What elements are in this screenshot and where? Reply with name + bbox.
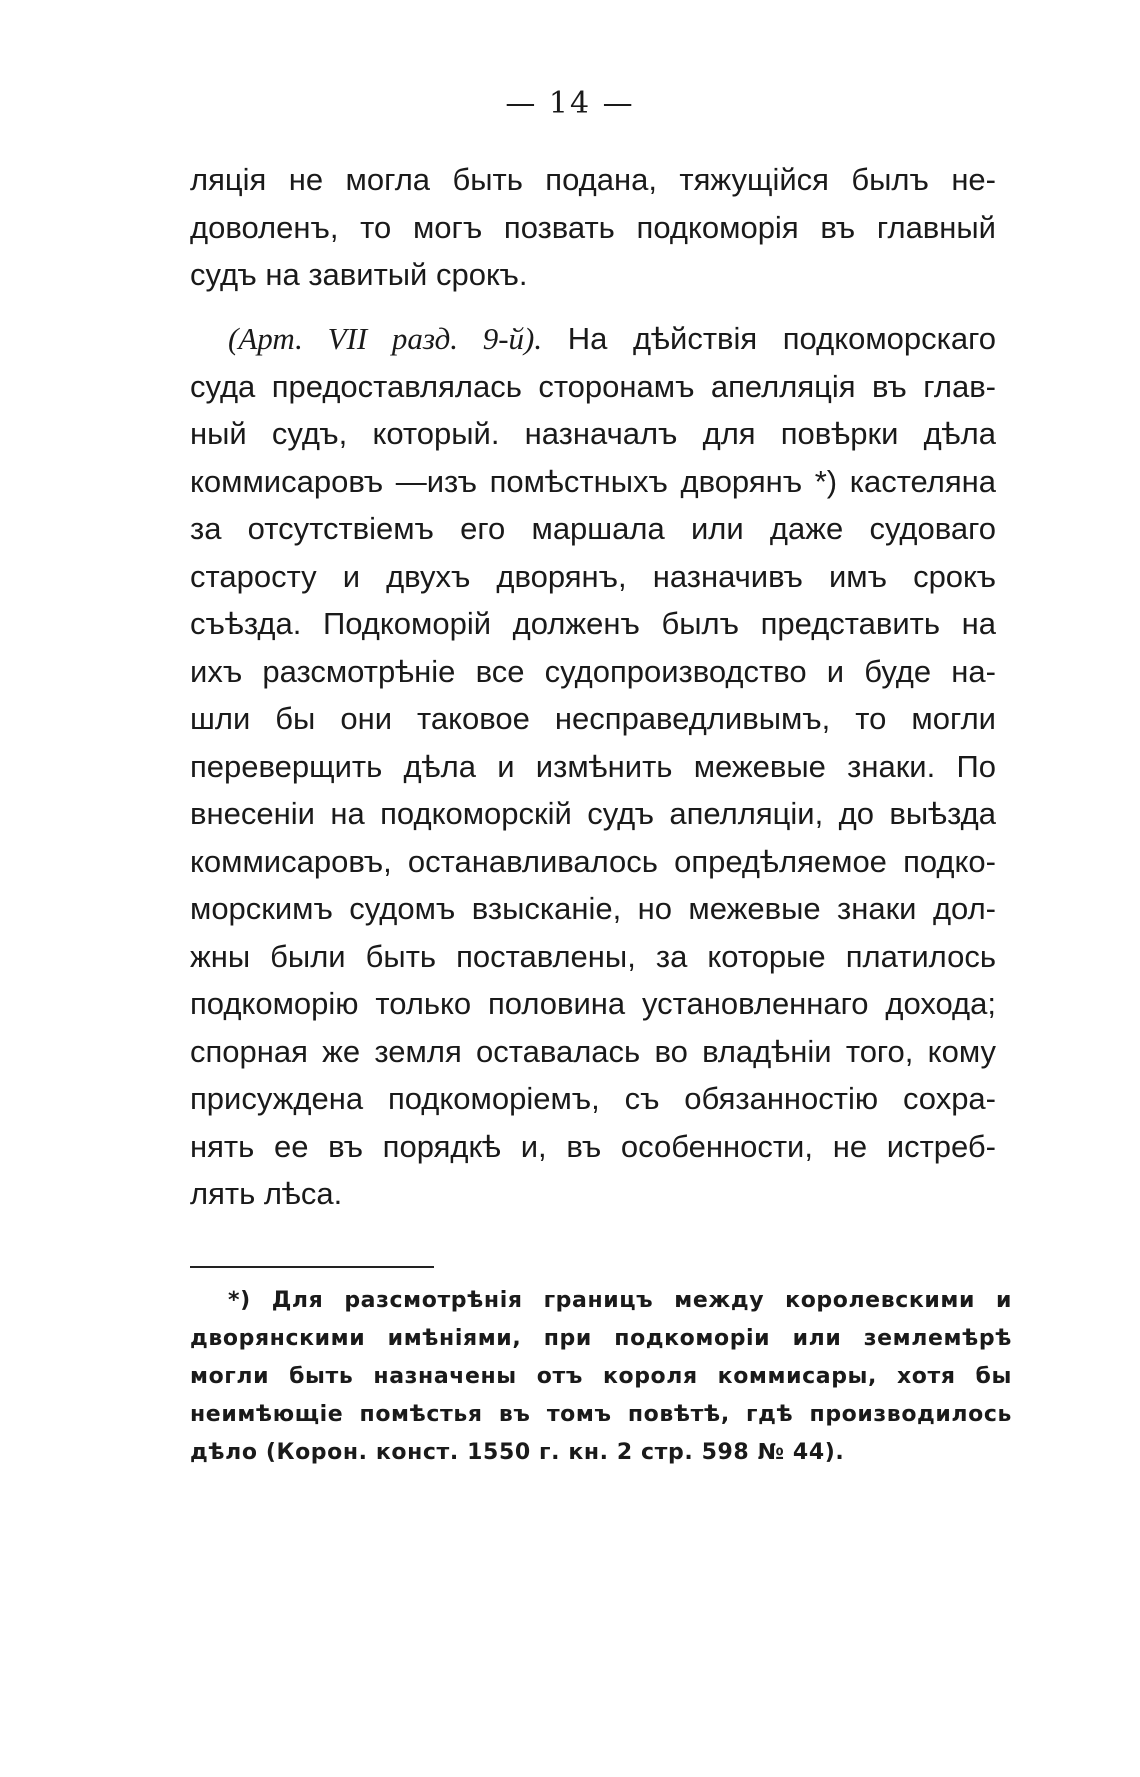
text-line: судъ на завитый срокъ. <box>190 257 528 292</box>
text-line: коммисаровъ —изъ помѣстныхъ дворянъ *) кастеляна <box>190 463 996 499</box>
footnote <box>190 1282 1012 1472</box>
paragraph-continuation <box>190 156 996 299</box>
footnote-line: могли быть назначены отъ короля коммисары, хотя бы <box>190 1364 1012 1389</box>
text-line <box>190 315 996 363</box>
text-line: коммисаровъ, останавливалось опредѣляемое подко- <box>190 843 996 879</box>
text-line-rest: На дѣйствія подкоморскаго <box>567 321 996 356</box>
footnote-line: дворянскими имѣніями, при подкоморіи или землемѣрѣ <box>190 1326 1012 1351</box>
page-number: — 14 — <box>505 86 635 121</box>
text-line: спорная же земля оставалась во владѣніи того, кому <box>190 1033 996 1069</box>
text-line: ный судъ, который. назначалъ для повѣрки дѣла <box>190 416 996 451</box>
text-line: суда предоставлялась сторонамъ апелляція въ глав- <box>190 368 996 404</box>
text-line: съѣзда. Подкоморій долженъ былъ представить на <box>190 606 996 641</box>
paragraph-article-vii <box>190 315 996 1218</box>
footnote-line: дѣло (Корон. конст. 1550 г. кн. 2 стр. 598 № 44). <box>190 1440 845 1465</box>
text-line: присуждена подкоморіемъ, съ обязанностію сохра- <box>190 1081 996 1116</box>
text-line: нять ее въ порядкѣ и, въ особенности, не истреб- <box>190 1128 996 1164</box>
article-reference: (Арт. VII разд. 9-й). <box>228 321 543 356</box>
text-line: жны были быть поставлены, за которые платилось <box>190 938 996 974</box>
footnote-line: неимѣющіе помѣстья въ томъ повѣтѣ, гдѣ производилось <box>190 1402 1012 1427</box>
text-line: лять лѣса. <box>190 1176 343 1211</box>
text-line: старосту и двухъ дворянъ, назначивъ имъ срокъ <box>190 558 996 594</box>
text-line: за отсутствіемъ его маршала или даже судоваго <box>190 511 996 546</box>
text-line: морскимъ судомъ взысканіе, но межевые знаки дол- <box>190 891 996 926</box>
text-line: ихъ разсмотрѣніе все судопроизводство и буде на- <box>190 653 996 689</box>
text-line: внесеніи на подкоморскій судъ апелляціи, до выѣзда <box>190 796 996 831</box>
text-line: доволенъ, то могъ позвать подкоморія въ главный <box>190 209 996 245</box>
footnote-line: *) Для разсмотрѣнія границъ между королевскими и <box>228 1288 1012 1313</box>
text-line: подкоморію только половина установленнаго дохода; <box>190 986 996 1021</box>
footnote-divider <box>190 1266 434 1268</box>
text-line: ляція не могла быть подана, тяжущійся былъ не- <box>190 162 996 197</box>
text-line: переверщить дѣла и измѣнить межевые знаки. По <box>190 748 996 784</box>
text-line: шли бы они таковое несправедливымъ, то могли <box>190 701 996 736</box>
